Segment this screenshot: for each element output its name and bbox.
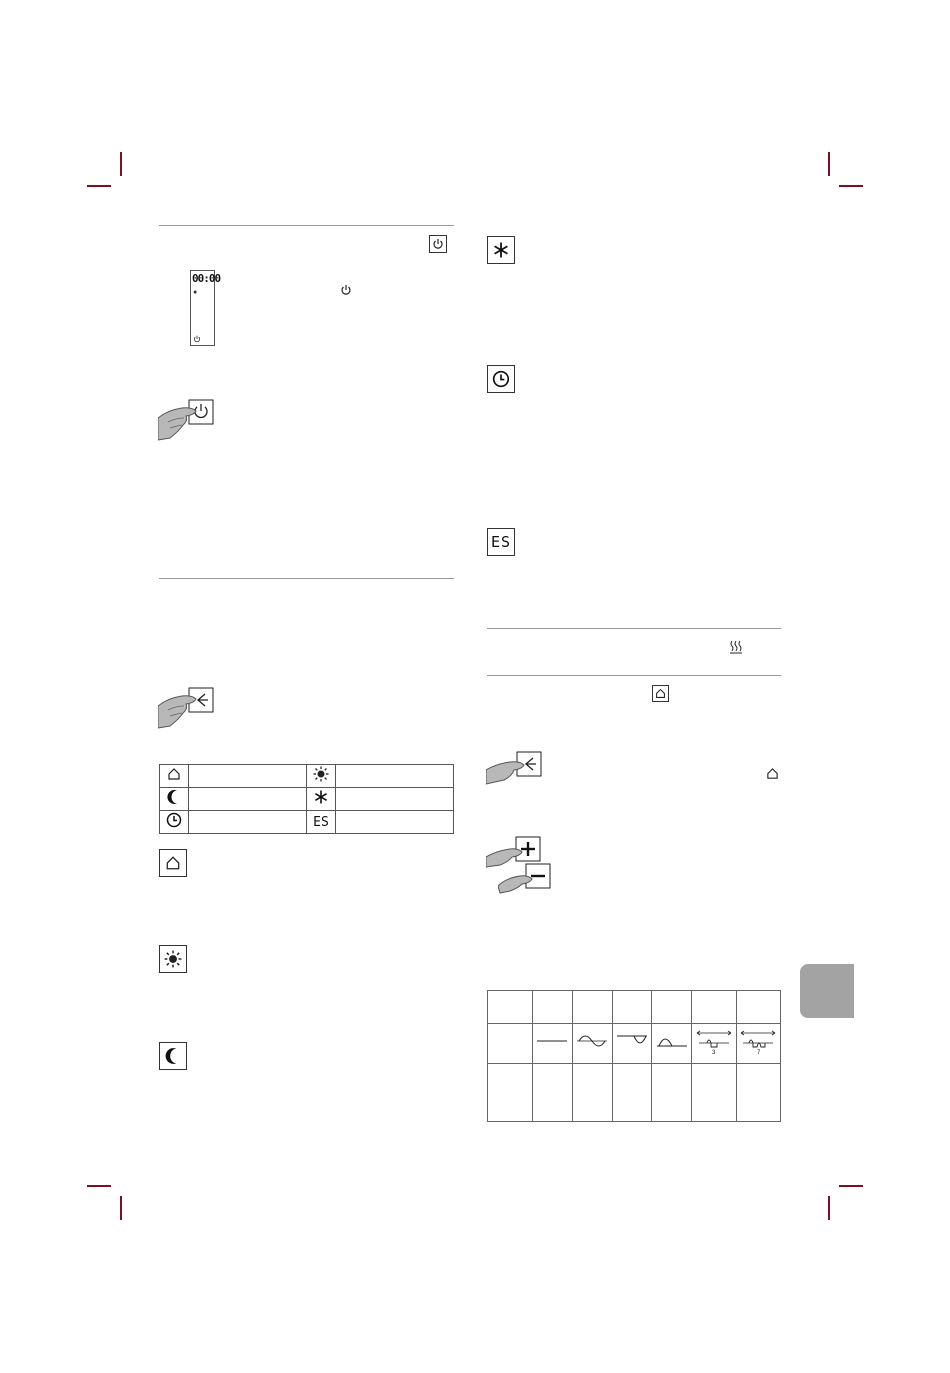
moon-icon xyxy=(166,789,182,805)
clock-icon xyxy=(492,370,510,388)
waveform-positive-half-icon xyxy=(655,1032,689,1050)
lcd-time: 00:00 xyxy=(192,272,221,285)
table-cell xyxy=(533,1024,573,1064)
table-cell xyxy=(488,1064,533,1122)
table-cell xyxy=(652,1064,692,1122)
es-label: ES xyxy=(313,815,329,830)
table-cell xyxy=(612,991,652,1024)
mode-cell xyxy=(307,811,336,834)
home-mode-box xyxy=(159,849,187,877)
table-cell xyxy=(572,1024,612,1064)
power-button-icon xyxy=(429,235,447,253)
table-cell xyxy=(533,991,573,1024)
table-row xyxy=(160,811,454,834)
es-label: ES xyxy=(490,533,512,551)
moon-icon xyxy=(164,1047,182,1065)
frost-mode-box xyxy=(487,236,515,264)
mode-cell xyxy=(307,765,336,788)
crop-mark xyxy=(828,1196,830,1220)
crop-mark xyxy=(839,1185,863,1187)
waveform-pulse-7s-icon xyxy=(739,1027,777,1055)
clock-mode-box xyxy=(487,365,515,393)
svg-text:3: 3 xyxy=(711,1050,716,1055)
waveform-flat-icon xyxy=(535,1034,569,1048)
crop-mark xyxy=(87,1185,111,1187)
crop-mark xyxy=(839,185,863,187)
snowflake-icon xyxy=(493,242,509,258)
mode-cell xyxy=(189,765,307,788)
heat-wave-icon xyxy=(730,640,742,654)
mode-cell xyxy=(160,811,189,834)
section-divider xyxy=(487,628,781,629)
table-cell xyxy=(533,1064,573,1122)
sun-icon xyxy=(164,950,182,968)
home-icon xyxy=(766,767,779,780)
chapter-side-tab xyxy=(800,964,854,1018)
waveform-negative-half-icon xyxy=(615,1032,649,1050)
waveform-full-sine-icon xyxy=(575,1033,609,1049)
es-mode-box xyxy=(487,528,515,556)
mode-table xyxy=(159,764,454,834)
table-cell xyxy=(692,991,736,1024)
waveform-pulse-3s-icon xyxy=(695,1027,733,1055)
table-cell xyxy=(736,1024,780,1064)
table-row xyxy=(160,765,454,788)
crop-mark xyxy=(120,152,122,176)
home-icon xyxy=(167,767,181,781)
clock-icon xyxy=(166,812,182,828)
table-cell xyxy=(736,991,780,1024)
sun-mode-box xyxy=(159,945,187,973)
crop-mark xyxy=(87,185,111,187)
mode-cell xyxy=(189,811,307,834)
table-cell xyxy=(652,991,692,1024)
table-cell xyxy=(572,1064,612,1122)
crop-mark xyxy=(120,1196,122,1220)
mode-cell xyxy=(160,788,189,811)
home-icon xyxy=(165,855,181,871)
svg-text:7: 7 xyxy=(757,1050,761,1055)
hand-pressing-minus-icon xyxy=(498,862,556,894)
power-icon xyxy=(193,335,201,343)
table-cell xyxy=(612,1024,652,1064)
snowflake-icon xyxy=(314,790,328,804)
mode-cell xyxy=(336,788,454,811)
lcd-display xyxy=(190,270,221,346)
sun-icon xyxy=(313,766,329,782)
lcd-indicator: ● xyxy=(193,289,198,296)
power-icon xyxy=(340,284,352,296)
table-cell xyxy=(488,991,533,1024)
table-cell xyxy=(612,1064,652,1122)
mode-cell xyxy=(307,788,336,811)
mode-cell xyxy=(336,765,454,788)
table-cell xyxy=(652,1024,692,1064)
crop-mark xyxy=(828,152,830,176)
mode-cell xyxy=(189,788,307,811)
table-row xyxy=(488,1064,781,1122)
moon-mode-box xyxy=(159,1042,187,1070)
section-divider xyxy=(487,675,781,676)
table-cell xyxy=(488,1024,533,1064)
table-row xyxy=(488,991,781,1024)
table-row xyxy=(488,1024,781,1064)
table-cell xyxy=(736,1064,780,1122)
mode-cell xyxy=(336,811,454,834)
hand-pressing-power-icon xyxy=(158,398,218,444)
hand-pressing-mode-icon xyxy=(158,686,218,732)
table-row xyxy=(160,788,454,811)
table-cell xyxy=(692,1024,736,1064)
hand-pressing-mode-icon xyxy=(486,750,546,786)
mode-cell xyxy=(160,765,189,788)
home-icon-inline-box xyxy=(652,685,669,702)
table-cell xyxy=(692,1064,736,1122)
waveform-table xyxy=(487,990,781,1122)
section-divider xyxy=(159,578,454,579)
table-cell xyxy=(572,991,612,1024)
home-icon xyxy=(655,688,666,699)
section-divider xyxy=(159,225,454,226)
